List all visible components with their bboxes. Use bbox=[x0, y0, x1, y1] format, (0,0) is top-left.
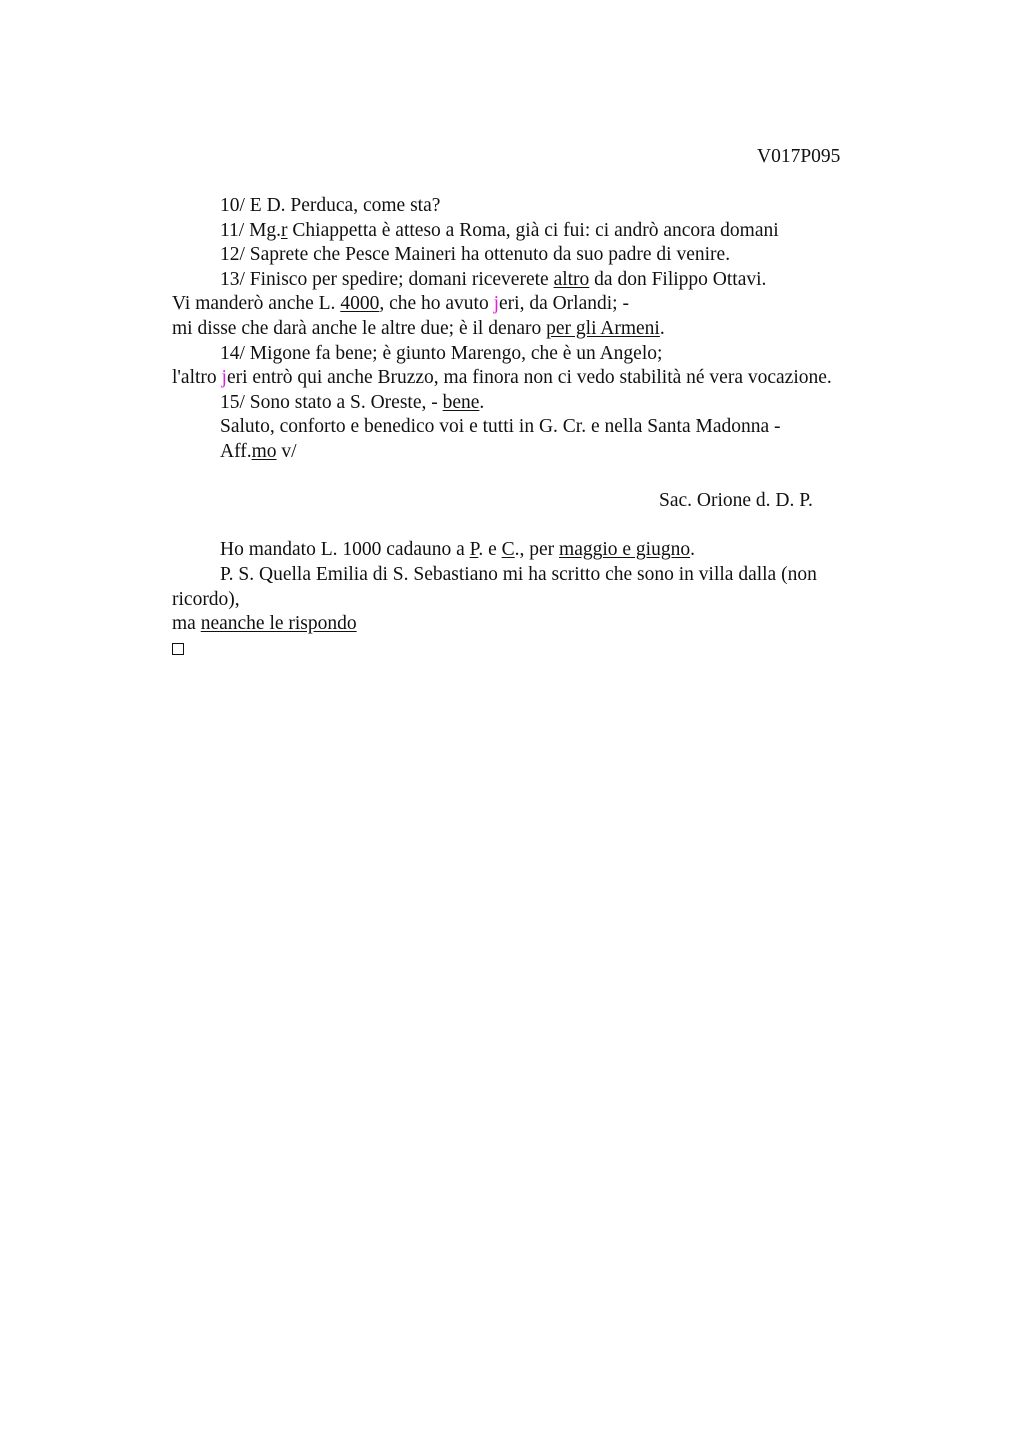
spacer bbox=[172, 514, 892, 539]
text: mi disse che darà anche le altre due; è il denaro bbox=[172, 317, 547, 339]
text: Vi manderò anche L. bbox=[172, 293, 341, 315]
text: 10/ E D. Perduca, come sta? bbox=[220, 195, 441, 216]
underlined-text: neanche le rispondo bbox=[200, 613, 357, 635]
letter-body bbox=[172, 194, 892, 661]
end-marker bbox=[172, 637, 892, 662]
paragraph-15 bbox=[172, 391, 892, 416]
text: . bbox=[690, 539, 695, 561]
text: eri entrò qui anche Bruzzo, ma finora non ci vedo stabilità né vera vocazione. bbox=[226, 367, 832, 389]
text: da don Filippo Ottavi. bbox=[589, 268, 767, 290]
closing-greeting bbox=[172, 415, 892, 440]
paragraph-14-cont bbox=[172, 366, 892, 391]
paragraph-14 bbox=[172, 342, 892, 367]
closing-affectionate bbox=[172, 440, 892, 465]
document-reference: V017P095 bbox=[757, 146, 841, 167]
paragraph-10 bbox=[172, 194, 892, 219]
underlined-text: C bbox=[501, 539, 515, 561]
text: Saluto, conforto e benedico voi e tutti in G. Cr. e nella Santa Madonna - bbox=[220, 416, 781, 438]
underlined-text: bene bbox=[442, 391, 480, 413]
text: ., per bbox=[514, 539, 560, 561]
text: . bbox=[659, 317, 665, 339]
text: 14/ Migone fa bene; è giunto Marengo, che è un Angelo; bbox=[220, 342, 663, 364]
postscript-payment bbox=[172, 538, 892, 563]
text: , che ho avuto bbox=[379, 293, 494, 315]
highlighted-letter: j bbox=[221, 367, 227, 389]
text: . bbox=[479, 391, 485, 413]
paragraph-13-cont-2 bbox=[172, 317, 892, 342]
underlined-text: maggio e giugno bbox=[559, 539, 691, 561]
postscript-ps bbox=[172, 563, 892, 588]
paragraph-12 bbox=[172, 243, 892, 268]
paragraph-13 bbox=[172, 268, 892, 293]
text: 11/ Mg. bbox=[220, 219, 282, 241]
paragraph-11 bbox=[172, 219, 892, 244]
paragraph-13-cont-1 bbox=[172, 292, 892, 317]
underlined-text: per gli Armeni bbox=[546, 317, 660, 339]
square-box-icon bbox=[172, 643, 184, 655]
text: ricordo), bbox=[172, 588, 240, 610]
text: Aff. bbox=[220, 440, 252, 462]
postscript-ps-cont bbox=[172, 588, 892, 613]
text: P. S. Quella Emilia di S. Sebastiano mi ha scritto che sono in villa dalla (non bbox=[220, 563, 817, 585]
underlined-text: r bbox=[281, 219, 288, 241]
text: v/ bbox=[276, 440, 297, 462]
underlined-text: P bbox=[469, 539, 479, 561]
spacer bbox=[172, 465, 892, 490]
text: 13/ Finisco per spedire; domani riceverete bbox=[220, 268, 554, 290]
text: Ho mandato L. 1000 cadauno a bbox=[220, 539, 470, 561]
text: 15/ Sono stato a S. Oreste, - bbox=[220, 391, 443, 413]
signature-text: Sac. Orione d. D. P. bbox=[659, 490, 813, 512]
underlined-text: altro bbox=[553, 268, 590, 290]
underlined-text: mo bbox=[251, 440, 277, 462]
text: Chiappetta è atteso a Roma, già ci fui: ci andrò ancora domani bbox=[287, 219, 779, 241]
text: . e bbox=[478, 539, 502, 561]
highlighted-letter: j bbox=[493, 293, 499, 315]
text: l'altro bbox=[172, 367, 222, 389]
text: eri, da Orlandi; - bbox=[499, 293, 629, 315]
text: 12/ Saprete che Pesce Maineri ha ottenuto da suo padre di venire. bbox=[220, 244, 731, 266]
postscript-final bbox=[172, 612, 892, 637]
text: ma bbox=[172, 613, 201, 635]
signature bbox=[172, 489, 892, 514]
underlined-text: 4000 bbox=[340, 293, 380, 315]
